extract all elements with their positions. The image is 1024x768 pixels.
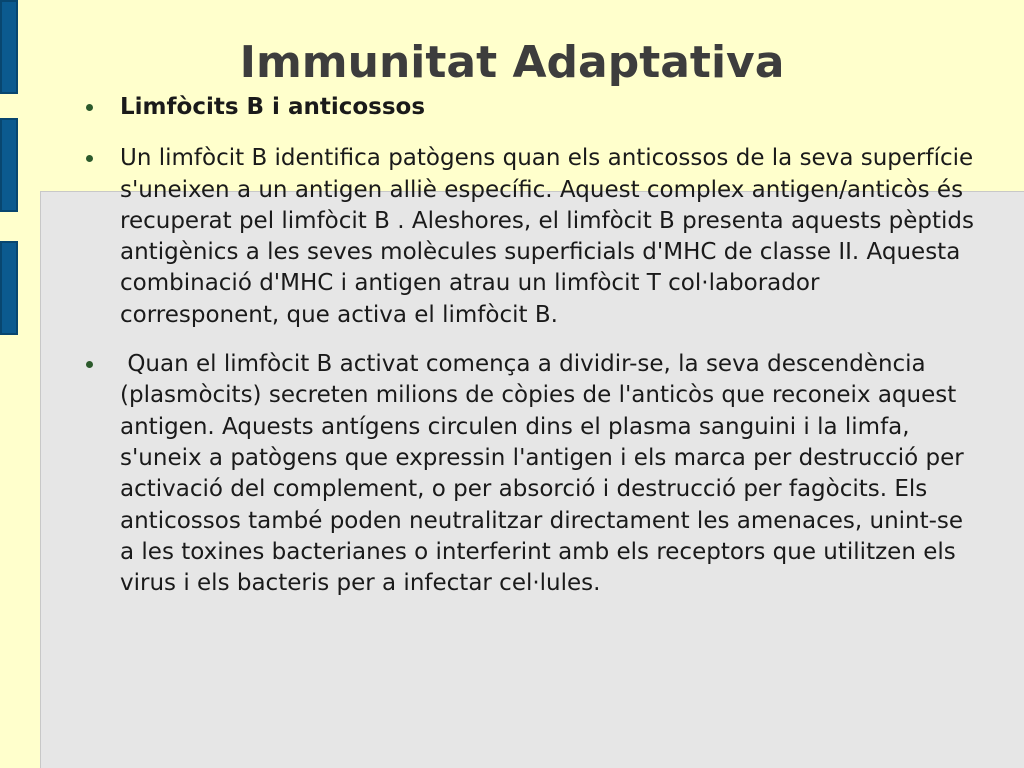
bullet-list: [80, 92, 980, 617]
bullet-text: Un limfòcit B identifica patògens quan els anticossos de la seva superfície s'uneixen a un antigen alliè específic. Aquest complex antigen/anticòs és recuperat pel limfòcit B . Aleshores, el limfòcit B presenta aquests pèptids antigènics a les seves molècules superficials d'MHC de classe II. Aquesta combinació d'MHC i antigen atrau un limfòcit T col·laborador corresponent, que activa el limfòcit B.: [120, 145, 974, 328]
bullet-icon: [86, 155, 93, 162]
bullet-text: Quan el limfòcit B activat comença a dividir-se, la seva descendència (plasmòcits) secreten milions de còpies de l'anticòs que reconeix aquest antigen. Aquests antígens circulen dins el plasma sanguini i la limfa, s'uneix a patògens que expressin l'antigen i els marca per destrucció per activació del complement, o per absorció i destrucció per fagòcits. Els anticossos també poden neutralitzar directament les amenaces, unint-se a les toxines bacterianes o interferint amb els receptors que utilitzen els virus i els bacteris per a infectar cel·lules.: [120, 351, 972, 597]
bullet-item-recognition: [80, 143, 980, 331]
bullet-icon: [86, 104, 93, 111]
bullet-icon: [86, 361, 93, 368]
left-accent-bar-bottom: [0, 241, 18, 335]
bullet-text: Limfòcits B i anticossos: [120, 94, 426, 120]
left-accent-bar-middle: [0, 118, 18, 212]
bullet-item-heading: [80, 92, 980, 123]
bullet-item-activation: [80, 349, 980, 599]
slide-title: Immunitat Adaptativa: [239, 37, 785, 88]
